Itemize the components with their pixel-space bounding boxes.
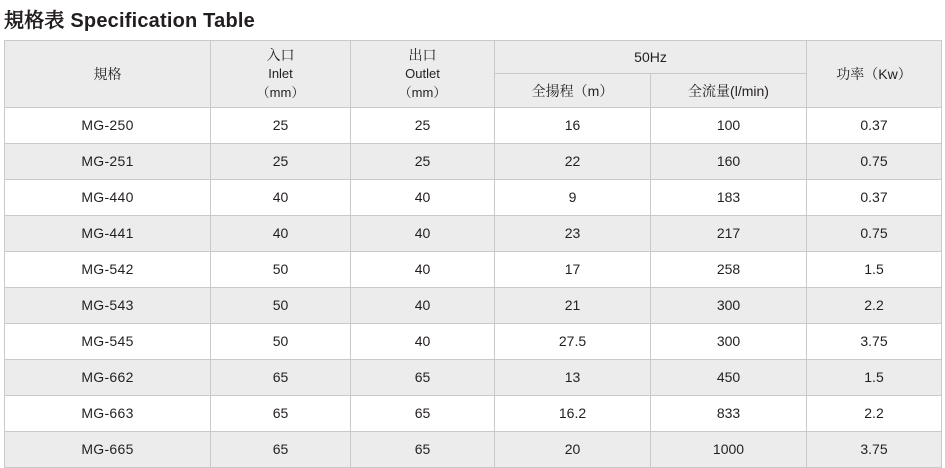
table-header-row-1: [5, 41, 942, 74]
cell-power: 3.75: [807, 431, 942, 467]
table-row: [5, 395, 942, 431]
column-header-model: [5, 41, 211, 108]
table-header: [5, 41, 942, 108]
cell-inlet: 25: [211, 107, 351, 143]
cell-power: 2.2: [807, 287, 942, 323]
cell-outlet: 65: [351, 431, 495, 467]
cell-head: 13: [495, 359, 651, 395]
cell-outlet: 40: [351, 323, 495, 359]
cell-flow: 258: [651, 251, 807, 287]
cell-model: MG-441: [5, 215, 211, 251]
table-row: [5, 431, 942, 467]
cell-head: 16: [495, 107, 651, 143]
table-row: [5, 143, 942, 179]
column-header-inlet-unit: （mm）: [256, 85, 305, 101]
cell-inlet: 50: [211, 287, 351, 323]
cell-model: MG-663: [5, 395, 211, 431]
cell-outlet: 25: [351, 107, 495, 143]
table-row: [5, 251, 942, 287]
cell-model: MG-250: [5, 107, 211, 143]
cell-flow: 300: [651, 323, 807, 359]
cell-head: 17: [495, 251, 651, 287]
table-row: [5, 215, 942, 251]
page-title: 規格表 Specification Table: [4, 10, 255, 32]
cell-model: MG-665: [5, 431, 211, 467]
cell-outlet: 40: [351, 179, 495, 215]
column-header-outlet-label-cn: 出口: [408, 47, 437, 63]
cell-model: MG-545: [5, 323, 211, 359]
cell-head: 21: [495, 287, 651, 323]
cell-flow: 300: [651, 287, 807, 323]
cell-flow: 183: [651, 179, 807, 215]
cell-inlet: 40: [211, 215, 351, 251]
column-header-model-label: 規格: [93, 65, 122, 82]
cell-power: 1.5: [807, 251, 942, 287]
column-header-outlet: [351, 41, 495, 108]
column-header-inlet-label-cn: 入口: [266, 47, 295, 63]
cell-outlet: 40: [351, 251, 495, 287]
column-header-inlet-label-en: Inlet: [268, 66, 293, 82]
cell-inlet: 50: [211, 323, 351, 359]
cell-power: 0.37: [807, 107, 942, 143]
cell-flow: 450: [651, 359, 807, 395]
cell-power: 0.75: [807, 143, 942, 179]
cell-inlet: 65: [211, 431, 351, 467]
cell-head: 27.5: [495, 323, 651, 359]
column-header-outlet-unit: （mm）: [398, 85, 447, 101]
column-header-inlet: [211, 41, 351, 108]
cell-model: MG-542: [5, 251, 211, 287]
cell-power: 0.75: [807, 215, 942, 251]
cell-outlet: 65: [351, 359, 495, 395]
cell-power: 0.37: [807, 179, 942, 215]
cell-head: 16.2: [495, 395, 651, 431]
cell-inlet: 65: [211, 359, 351, 395]
column-header-frequency-group: 50Hz: [495, 41, 807, 74]
cell-model: MG-251: [5, 143, 211, 179]
cell-outlet: 40: [351, 215, 495, 251]
cell-flow: 100: [651, 107, 807, 143]
cell-head: 20: [495, 431, 651, 467]
cell-inlet: 25: [211, 143, 351, 179]
cell-inlet: 50: [211, 251, 351, 287]
cell-power: 1.5: [807, 359, 942, 395]
table-row: [5, 359, 942, 395]
cell-flow: 833: [651, 395, 807, 431]
cell-model: MG-543: [5, 287, 211, 323]
table-row: [5, 287, 942, 323]
cell-inlet: 40: [211, 179, 351, 215]
cell-flow: 160: [651, 143, 807, 179]
table-row: [5, 107, 942, 143]
cell-power: 3.75: [807, 323, 942, 359]
cell-model: MG-440: [5, 179, 211, 215]
column-header-head: 全揚程（m）: [495, 74, 651, 108]
column-header-flow: 全流量(l/min): [651, 74, 807, 108]
specification-table: [4, 40, 942, 468]
table-row: [5, 323, 942, 359]
cell-inlet: 65: [211, 395, 351, 431]
cell-power: 2.2: [807, 395, 942, 431]
cell-outlet: 40: [351, 287, 495, 323]
column-header-outlet-label-en: Outlet: [405, 66, 440, 82]
table-row: [5, 179, 942, 215]
cell-head: 9: [495, 179, 651, 215]
cell-flow: 1000: [651, 431, 807, 467]
cell-outlet: 25: [351, 143, 495, 179]
cell-flow: 217: [651, 215, 807, 251]
column-header-power: 功率（Kw）: [807, 41, 942, 108]
cell-head: 23: [495, 215, 651, 251]
cell-head: 22: [495, 143, 651, 179]
table-body: [5, 107, 942, 467]
cell-model: MG-662: [5, 359, 211, 395]
cell-outlet: 65: [351, 395, 495, 431]
